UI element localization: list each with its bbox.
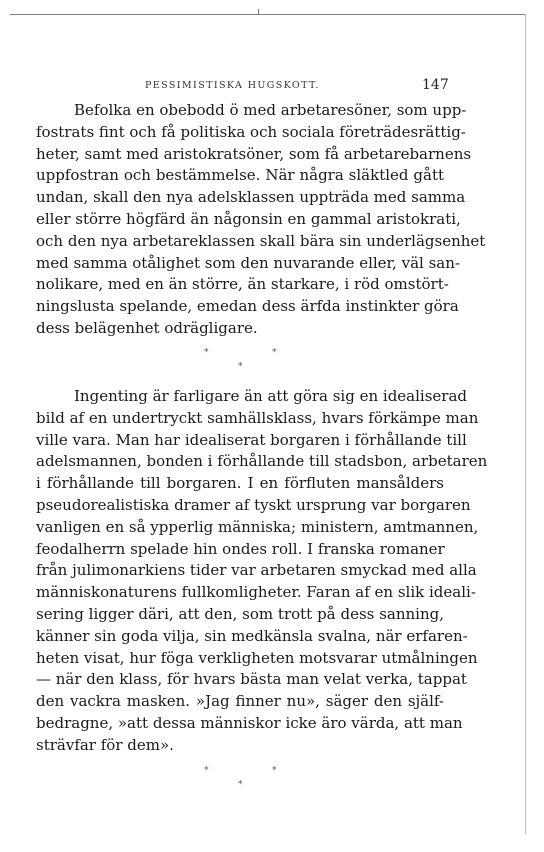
text-line: den vackra masken. »Jag finner nu», säger den själf-: [36, 692, 444, 711]
text-line: — när den klass, för hvars bästa man velat verka, tappat: [36, 670, 467, 689]
text-line: pseudorealistiska dramer af tyskt ursprung var borgaren: [36, 495, 471, 514]
paragraph-2: [36, 386, 488, 757]
section-separator-2: [0, 766, 544, 796]
separator-star: *: [204, 766, 209, 776]
separator-star: *: [238, 362, 243, 372]
top-rule: [10, 14, 525, 15]
text-line: heter, samt med aristokratsöner, som få arbetarebarnens: [36, 144, 472, 163]
text-line: Befolka en obebodd ö med arbetaresöner, som upp-: [74, 101, 467, 119]
text-line: med samma otålighet som den nuvarande eller, väl san-: [36, 253, 460, 272]
text-line: uppfostran och bestämmelse. När några släktled gått: [36, 166, 444, 185]
section-separator-1: [0, 348, 544, 378]
text-line: adelsmannen, bonden i förhållande till stadsbon, arbetaren: [36, 452, 488, 471]
text-line: ville vara. Man har idealiserat borgaren i förhållande till: [36, 430, 467, 449]
separator-star: *: [272, 766, 277, 776]
running-head: PESSIMISTISKA HUGSKOTT.: [145, 80, 320, 91]
text-line: från julimonarkiens tider var arbetaren smyckad med alla: [36, 561, 477, 580]
paragraph-1: [36, 100, 486, 340]
text-line: undan, skall den nya adelsklassen uppträda med samma: [36, 188, 466, 207]
text-line: vanligen en så ypperlig människa; ministern, amtmannen,: [36, 517, 479, 536]
text-line: strävfar för dem».: [36, 735, 174, 754]
text-line: i förhållande till borgaren. I en förfluten mansålders: [36, 474, 444, 493]
text-line: eller större högfärd än någonsin en gammal aristokrati,: [36, 209, 461, 228]
top-rule-tick: [258, 9, 259, 15]
separator-star: *: [204, 348, 209, 358]
text-line: Ingenting är farligare än att göra sig en idealiserad: [74, 387, 468, 405]
text-line: sering ligger däri, att den, som trott på dess sanning,: [36, 604, 444, 623]
separator-star: *: [272, 348, 277, 358]
separator-star: *: [238, 780, 243, 790]
text-line: bedragne, »att dessa människor icke äro värda, att man: [36, 713, 463, 732]
text-line: heten visat, hur föga verkligheten motsvarar utmålningen: [36, 648, 478, 667]
right-edge-rule: [525, 14, 526, 834]
text-line: ningslusta spelande, emedan dess ärfda instinkter göra: [36, 297, 459, 316]
text-line: bild af en undertryckt samhällsklass, hvars förkämpe man: [36, 408, 479, 427]
page-number: 147: [422, 77, 449, 93]
text-line: och den nya arbetareklassen skall bära sin underlägsenhet: [36, 231, 486, 250]
text-line: människonaturens fullkomligheter. Faran af en slik ideali-: [36, 583, 476, 602]
text-line: dess belägenhet odrägligare.: [36, 318, 258, 337]
text-line: fostrats fint och få politiska och sociala företrädesrättig-: [36, 122, 466, 141]
text-line: feodalherrn spelade hin ondes roll. I franska romaner: [36, 539, 445, 558]
text-line: känner sin goda vilja, sin medkänsla svalna, när erfaren-: [36, 626, 468, 645]
text-line: nolikare, med en än större, än starkare, i röd omstört-: [36, 275, 449, 294]
